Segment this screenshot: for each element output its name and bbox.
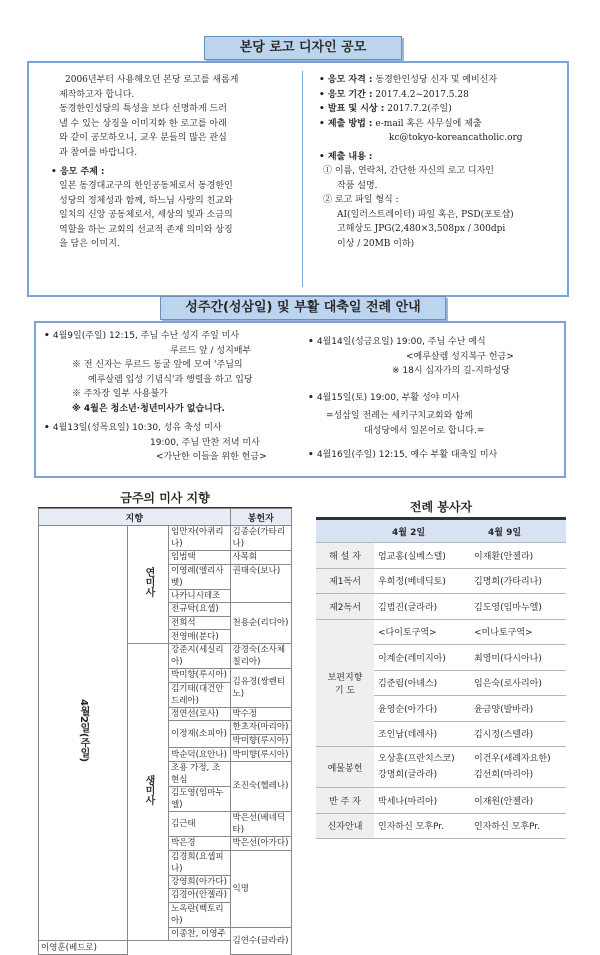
logo-box bbox=[27, 61, 569, 297]
mass-intent: 임만자(아퀴리나) bbox=[169, 526, 231, 551]
mass-intent: 이영례(엘리사벳) bbox=[169, 564, 231, 589]
logo-theme-label: • 응모 주제 : bbox=[51, 165, 105, 180]
serv-col-a: 4월 2일 bbox=[374, 520, 470, 543]
mass-intent: 박은경 bbox=[169, 836, 231, 850]
mass-offerer: 김연수(글라라) bbox=[230, 927, 292, 954]
holy-title: 성주간(성삼일) 및 부활 대축일 전례 안내 bbox=[160, 296, 446, 320]
logo-title: 본당 로고 디자인 공모 bbox=[204, 36, 402, 60]
serv-role: 제1독서 bbox=[316, 568, 374, 594]
mass-intent: 조용 가정, 조현심 bbox=[169, 761, 231, 786]
serv-col-b: 4월 9일 bbox=[470, 520, 566, 543]
serv-role: 해 설 자 bbox=[316, 543, 374, 569]
mass-offerer: 사목회 bbox=[230, 551, 292, 565]
logo-details: • 응모 자격 : 동경한인성당 신자 및 예비신자 • 응모 기간 : 2017.4.2~2017.5.28 • 발표 및 시상 : 2017.7.2(주일) • 제출 방법 : e-mail 혹은 사무실에 제출 kc@tokyo-koreancatholic.org • 제출 내용 : ① 이름, 연락처, 간단한 자신의 로고 디자인 작품 설명. ② 로고 파일 형식 : AI(일러스트레이터) 파일 혹은, PSD(포토샵) 고해상도 JPG(2,480×3,508px / 300dpi 이상 / 20MB 이하) bbox=[319, 73, 564, 251]
mass-intent: 전영매(분다) bbox=[169, 630, 231, 644]
serv-person: 임은숙(로사리아) bbox=[470, 670, 566, 696]
serv-person: 김준림(아녜스) bbox=[374, 670, 470, 696]
mass-intent: 전희석 bbox=[169, 616, 231, 630]
mass-intent: 강준지(세실리아) bbox=[169, 643, 231, 668]
mass-col-intent: 지향 bbox=[39, 509, 231, 526]
serv-role: 신자안내 bbox=[316, 813, 374, 839]
mass-offerer: 한초자(마리아) bbox=[230, 721, 292, 735]
mass-date: 4월2일(주일) bbox=[39, 526, 128, 941]
serv-person: 김도영(임마누엘) bbox=[470, 594, 566, 620]
serv-zone-a: <다이토구역> bbox=[374, 619, 470, 645]
mass-intent: 김도영(임마누엘) bbox=[169, 786, 231, 811]
serv-person: 이건우(세례자요한) 김선희(마리아) bbox=[470, 747, 566, 788]
holy-left: • 4월9일(주일) 12:15, 주님 수난 성지 주일 미사 루르드 앞 / 성지배부 ※ 전 신자는 루르드 동굴 앞에 모여 '주님의 예루살렘 입성 기념식'과 행렬을 하고 입당 ※ 주차장 일부 사용불가 ※ 4월은 청소년·청년미사가 없습니다. • 4월13일(성목요일) 10:30, 성유 축성 미사 19:00, 주님 만찬 저녁 미사 <가난한 이들을 위한 헌금> bbox=[44, 329, 306, 465]
mass-offerer: 익명 bbox=[230, 850, 292, 927]
serv-person: 인자하신 모후Pr. bbox=[374, 813, 470, 839]
serv-role: 반 주 자 bbox=[316, 788, 374, 814]
mass-offerer: 김종순(가타리나) bbox=[230, 526, 292, 551]
mass-title: 금주의 미사 지향 bbox=[38, 489, 292, 510]
logo-intro: 2006년부터 사용해오던 본당 로고를 새롭게 제작하고자 합니다. 동경한인성당의 특성을 보다 선명하게 드러 낼 수 있는 상징을 이미지화 한 로고를 아래 와 같이 공모하오니, 교우 분들의 많은 관심 과 참여를 바랍니다. bbox=[59, 75, 239, 158]
serv-zone-b: <미나토구역> bbox=[470, 619, 566, 645]
mass-offerer: 박미향(루시아) bbox=[230, 748, 292, 762]
mass-intent: 임범택 bbox=[169, 551, 231, 565]
mass-sec-yeon: 연미사 bbox=[128, 526, 169, 644]
mass-intent: 나카니시데조 bbox=[169, 589, 231, 603]
serv-person: 인자하신 모후Pr. bbox=[470, 813, 566, 839]
serv-title: 전례 봉사자 bbox=[316, 498, 566, 520]
serv-role-prayer: 보편지향 기 도 bbox=[316, 619, 374, 747]
serv-person: 윤영순(아가다) bbox=[374, 696, 470, 722]
holy-box bbox=[34, 321, 566, 478]
mass-intent: 이정재(소피아) bbox=[169, 721, 231, 748]
serv-person: 이재원(안젤라) bbox=[470, 788, 566, 814]
mass-col-offerer: 봉헌자 bbox=[230, 509, 292, 526]
mass-intent: 전규탁(요셉) bbox=[169, 603, 231, 617]
mass-offerer: 권태숙(보나) bbox=[230, 564, 292, 603]
mass-offerer: 김유경(쌍렌티노) bbox=[230, 668, 292, 707]
serv-person: 윤금양(발바라) bbox=[470, 696, 566, 722]
mass-offerer: 조진숙(헬레나) bbox=[230, 761, 292, 811]
mass-offerer: 박미향(루시아) bbox=[230, 734, 292, 748]
serv-role: 제2독서 bbox=[316, 594, 374, 620]
serv-person: 김범진(글라라) bbox=[374, 594, 470, 620]
serv-person: 이계순(레미지아) bbox=[374, 645, 470, 671]
serv-person: 오상훈(프란치스코) 강명희(글라라) bbox=[374, 747, 470, 788]
serv-person: 박세나(마리아) bbox=[374, 788, 470, 814]
serv-person: 우희정(베네딕토) bbox=[374, 568, 470, 594]
serv-person: 이재환(안젤라) bbox=[470, 543, 566, 569]
serv-table bbox=[316, 520, 566, 839]
mass-offerer: 박은선(아가다) bbox=[230, 836, 292, 850]
logo-theme: 일본 동경대교구의 한인공동체로서 동경한인 성당의 정체성과 함께, 하느님 사랑의 친교와 일치의 신앙 공동체로서, 세상의 빛과 소금의 역할을 하는 교회의 선교적 존재 의미와 상징 을 담은 이미지. bbox=[59, 181, 233, 249]
mass-intent: 김경아(안젤라) bbox=[169, 889, 231, 903]
mass-intent: 정연선(로사) bbox=[169, 707, 231, 721]
serv-person: 엄교홍(실베스텔) bbox=[374, 543, 470, 569]
mass-sec-saeng: 생미사 bbox=[128, 643, 169, 940]
serv-person: 최영미(다시아나) bbox=[470, 645, 566, 671]
mass-offerer: 박수정 bbox=[230, 707, 292, 721]
mass-intent: 박미향(루시아) bbox=[169, 668, 231, 682]
mass-intent: 박순덕(요안나) bbox=[169, 748, 231, 762]
mass-intent: 김근태 bbox=[169, 811, 231, 836]
logo-divider bbox=[302, 71, 303, 287]
mass-intent: 노옥란(벡토리아) bbox=[169, 902, 231, 927]
serv-person: 김명희(가타리나) bbox=[470, 568, 566, 594]
mass-offerer: 박은선(베네딕타) bbox=[230, 811, 292, 836]
serv-person: 김시정(스텔라) bbox=[470, 721, 566, 747]
serv-person: 조인남(데레사) bbox=[374, 721, 470, 747]
mass-intent: 강영희(아가다) bbox=[169, 875, 231, 889]
mass-intent: 이영훈(베드로) bbox=[39, 941, 128, 955]
mass-intent: 이종찬, 이영주 bbox=[169, 927, 231, 941]
mass-offerer: 천용순(리디아) bbox=[230, 603, 292, 644]
mass-offerer: 강경숙(소사체칠리아) bbox=[230, 643, 292, 668]
mass-table bbox=[38, 508, 292, 955]
holy-right: • 4월14일(성금요일) 19:00, 주님 수난 예식 <예루살렘 성지복구 헌금> ※ 18시 십자가의 길-지하성당 • 4월15일(토) 19:00, 부활 성야 미사 =성삼일 전례는 세키구치교회와 함께 대성당에서 일본어로 합니다.= • 4월16일(주일) 12:15, 예수 부활 대축일 미사 bbox=[308, 335, 560, 463]
mass-intent: 김경희(요셉피나) bbox=[169, 850, 231, 875]
mass-intent: 김기태(대건안드레아) bbox=[169, 682, 231, 707]
serv-role: 예물봉헌 bbox=[316, 747, 374, 788]
